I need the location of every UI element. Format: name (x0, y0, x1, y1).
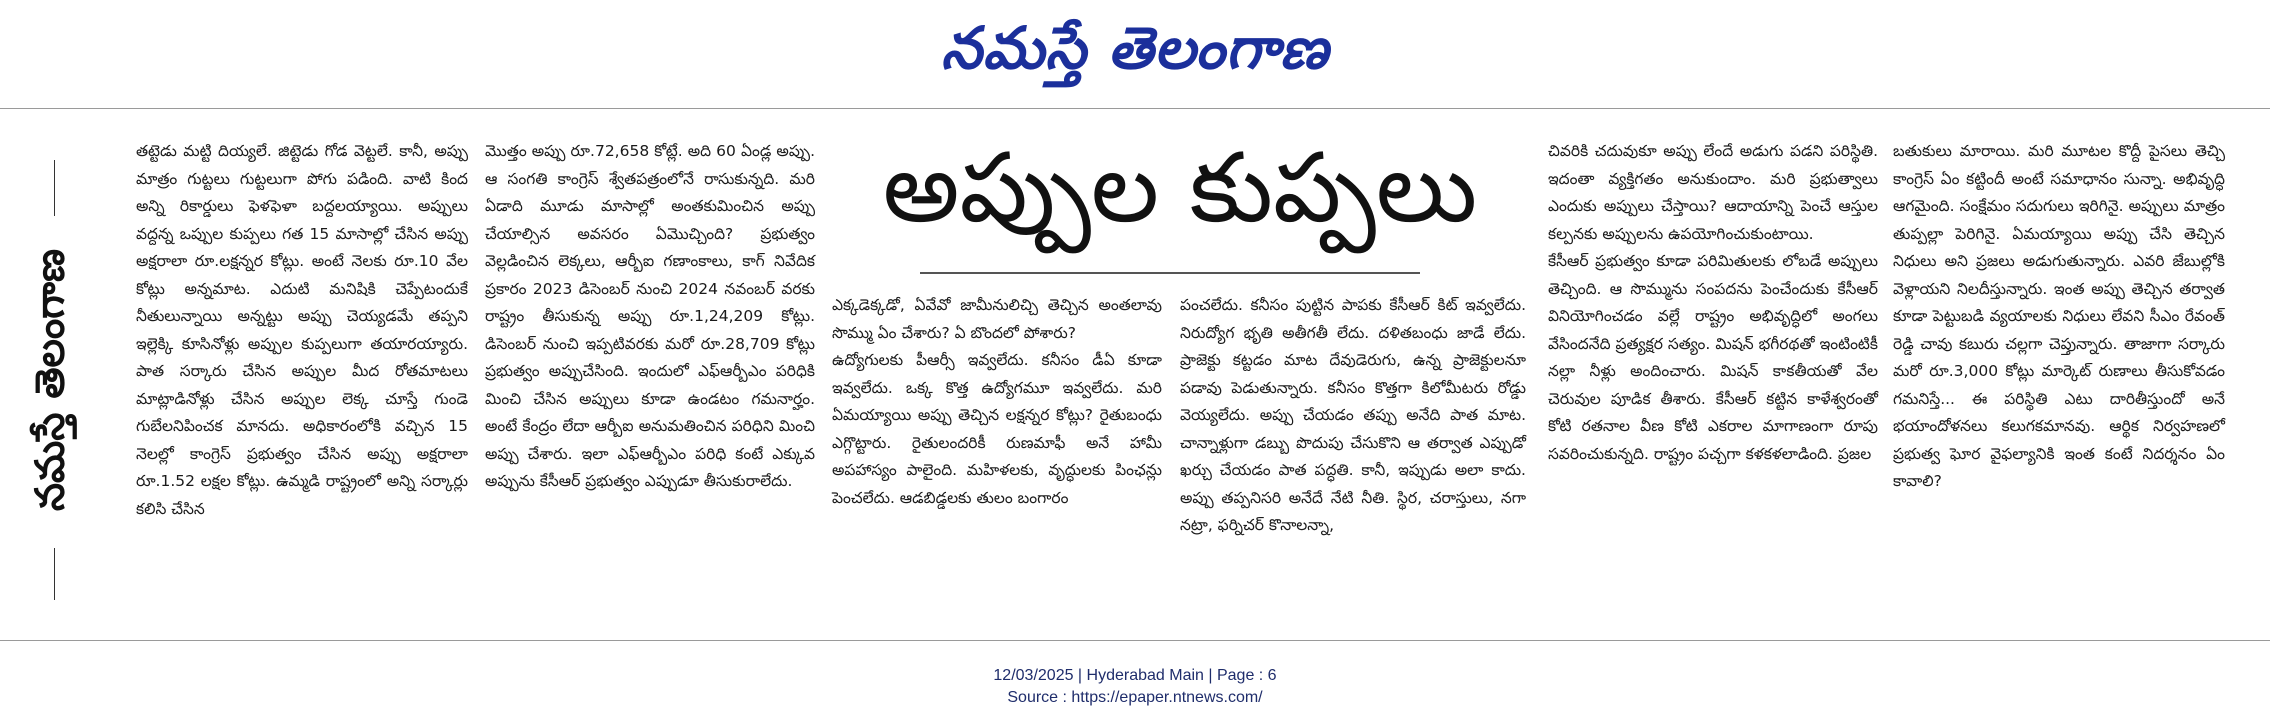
headline-underline (920, 272, 1420, 274)
article-column-4 (1180, 292, 1526, 540)
article-column-6 (1893, 138, 2225, 496)
side-logo-line-top (54, 160, 55, 216)
source-link[interactable]: Source : https://epaper.ntnews.com/ (1007, 689, 1263, 706)
article-column-2 (485, 138, 815, 496)
article-column-3 (832, 292, 1162, 512)
column-text: బతుకులు మారాయి. మరి మూటల కొద్దీ పైసలు తెచ్చి కాంగ్రెస్ ఏం కట్టిందీ అంటే సమాధానం సున్నా. అభివృద్ధి ఆగమైంది. సంక్షేమం సదుగులు ఇరిగినై. అప్పులు మాత్రం తుప్పల్లా పెరిగినై. ఏమయ్యాయి అప్పు చేసి తెచ్చిన నిధులు అని ప్రజలు అడుగుతున్నారు. ఎవరి జేబుల్లోకి వెళ్లాయని నిలదీస్తున్నారు. ఇంత అప్పు తెచ్చిన తర్వాత కూడా పెట్టుబడి వ్యయాలకు నిధులు లేవని సీఎం రేవంత్ రెడ్డి చావు కబురు చల్లగా చెప్తున్నారు. తాజాగా సర్కారు మరో రూ.3,000 కోట్లు మార్కెట్ రుణాలు తీసుకోవడం గమనిస్తే... ఈ పరిస్థితి ఎటు దారితీస్తుందో అనే భయాందోళనలు కలుగకమానవు. ఆర్థిక నిర్వహణలో ప్రభుత్వ ఘోర వైఫల్యానికి ఇంత కంటే నిదర్శనం ఏం కావాలి? (1893, 142, 2225, 490)
article-headline: అప్పుల కుప్పలు (882, 132, 1478, 244)
column-text: చివరికి చదువుకూ అప్పు లేందే అడుగు పడని పరిస్థితి. ఇదంతా వ్యక్తిగతం అనుకుందాం. మరి ప్రభుత్వాలు ఎందుకు అప్పులు చేస్తాయి? ఆదాయాన్ని పెంచే ఆస్తుల కల్పనకు అప్పులను ఉపయోగించుకుంటాయి. కేసీఆర్ ప్రభుత్వం కూడా పరిమితులకు లోబడే అప్పులు తెచ్చింది. ఆ సొమ్మును సంపదను పెంచేందుకు కేసీఆర్ వినియోగించడం వల్లే రాష్ట్రం అభివృద్ధిలో అంగలు వేసిందనేది ప్రత్యక్షర సత్యం. మిషన్ భగీరథతో ఇంటింటికీ నల్లా నీళ్లు అందించారు. మిషన్ కాకతీయతో వేల చెరువుల పూడిక తీశారు. కేసీఆర్ కట్టిన కాళేశ్వరంతో కోటి రతనాల వీణ కోటి ఎకరాల మాగాణంగా రూపు సవరించుకున్నది. రాష్ట్రం పచ్చగా కళకళలాడింది. ప్రజల (1548, 142, 1878, 463)
side-logo (20, 160, 90, 600)
column-text: ఎక్కడెక్కడో, ఏవేవో జామీనులిచ్చి తెచ్చిన అంతలావు సొమ్ము ఏం చేశారు? ఏ బొందలో పోశారు? ఉద్యోగులకు పీఆర్సీ ఇవ్వలేదు. కనీసం డీఏ కూడా ఇవ్వలేదు. ఒక్క కొత్త ఉద్యోగమూ ఇవ్వలేదు. మరి ఏమయ్యాయి అప్పు తెచ్చిన లక్షన్నర కోట్లు? రైతుబంధు ఎగ్గొట్టారు. రైతులందరికీ రుణమాఫీ అనే హామీ అపహాస్యం పాలైంది. మహిళలకు, వృద్ధులకు పింఛన్లు పెంచలేదు. ఆడబిడ్డలకు తులం బంగారం (832, 296, 1162, 507)
bottom-divider (0, 640, 2270, 641)
column-text: తట్టెడు మట్టి దియ్యలే. జిట్టెడు గోడ వెట్టలే. కానీ, అప్పు మాత్రం గుట్టలు గుట్టలుగా పోగు పడింది. వాటి కింద అన్ని రికార్డులు ఫెళఫెళా బద్దలయ్యాయి. అప్పులు వద్దన్న ఒప్పుల కుప్పలు గత 15 మాసాల్లో చేసిన అప్పు అక్షరాలా రూ.లక్షన్నర కోట్లు. అంటే నెలకు రూ.10 వేల కోట్లు అన్నమాట. ఎదుటి మనిషికి చెప్పేటందుకే నీతులున్నాయి అన్నట్టు అప్పు చెయ్యడమే తప్పని ఇల్లెక్కి కూసినోళ్లు అప్పుల కుప్పలుగా తయారయ్యారు. పాత సర్కారు చేసిన అప్పుల మీద రోతమాటలు మాట్లాడినోళ్లు చేసిన అప్పుల లెక్క చూస్తే గుండె గుబేలనిపించక మానదు. అధికారంలోకి వచ్చిన 15 నెలల్లో కాంగ్రెస్ ప్రభుత్వం చేసిన అప్పు అక్షరాలా రూ.1.52 లక్షల కోట్లు. ఉమ్మడి రాష్ట్రంలో అన్ని సర్కార్లు కలిసి చేసిన (136, 142, 468, 518)
masthead-logo-text: నమస్తే తెలంగాణ (941, 14, 1329, 82)
edition-info: 12/03/2025 | Hyderabad Main | Page : 6 (993, 667, 1277, 684)
masthead (0, 0, 2270, 100)
side-logo-text: నమస్తే తెలంగాణ (26, 248, 74, 512)
column-text: మొత్తం అప్పు రూ.72,658 కోట్లే. అది 60 ఏండ్ల అప్పు. ఆ సంగతి కాంగ్రెస్ శ్వేతపత్రంలోనే రాసుకున్నది. మరి ఏడాది మూడు మాసాల్లో అంతకుమించిన అప్పు చేయాల్సిన అవసరం ఏమొచ్చింది? ప్రభుత్వం వెల్లడించిన లెక్కలు, ఆర్బీఐ గణాంకాలు, కాగ్ నివేదిక ప్రకారం 2023 డిసెంబర్ నుంచి 2024 నవంబర్ వరకు రాష్ట్రం తీసుకున్న అప్పు రూ.1,24,209 కోట్లు. డిసెంబర్ నుంచి ఇప్పటివరకు మరో రూ.28,709 కోట్లు ప్రభుత్వం అప్పుచేసింది. ఇందులో ఎఫ్ఆర్బీఎం పరిధికి మించి చేసిన అప్పులు కూడా ఉండటం గమనార్హం. అంటే కేంద్రం లేదా ఆర్బీఐ అనుమతించిన పరిధిని మించి అప్పు చేశారు. ఇలా ఎఫ్ఆర్బీఎం పరిధి కంటే ఎక్కువ అప్పును కేసీఆర్ ప్రభుత్వం ఎప్పుడూ తీసుకురాలేదు. (485, 142, 815, 490)
article-column-5 (1548, 138, 1878, 468)
article-column-1 (136, 138, 468, 523)
side-logo-line-bottom (54, 548, 55, 600)
top-divider (0, 108, 2270, 109)
column-text: పంచలేదు. కనీసం పుట్టిన పాపకు కేసీఆర్ కిట్ ఇవ్వలేదు. నిరుద్యోగ భృతి అతీగతీ లేదు. దళితబంధు జాడే లేదు. ప్రాజెక్టు కట్టడం మాట దేవుడెరుగు, ఉన్న ప్రాజెక్టులనూ పడావు పెడుతున్నారు. కనీసం కొత్తగా కిలోమీటరు రోడ్డు వెయ్యలేదు. అప్పు చేయడం తప్పు అనేది పాత మాట. చాన్నాళ్లుగా డబ్బు పొదుపు చేసుకొని ఆ తర్వాత ఎప్పుడో ఖర్చు చేయడం పాత పద్ధతి. కానీ, ఇప్పుడు అలా కాదు. అప్పు తప్పనిసరి అనేదే నేటి నీతి. స్థిర, చరాస్తులు, నగా నట్రా, ఫర్నిచర్ కొనాలన్నా, (1180, 296, 1526, 534)
